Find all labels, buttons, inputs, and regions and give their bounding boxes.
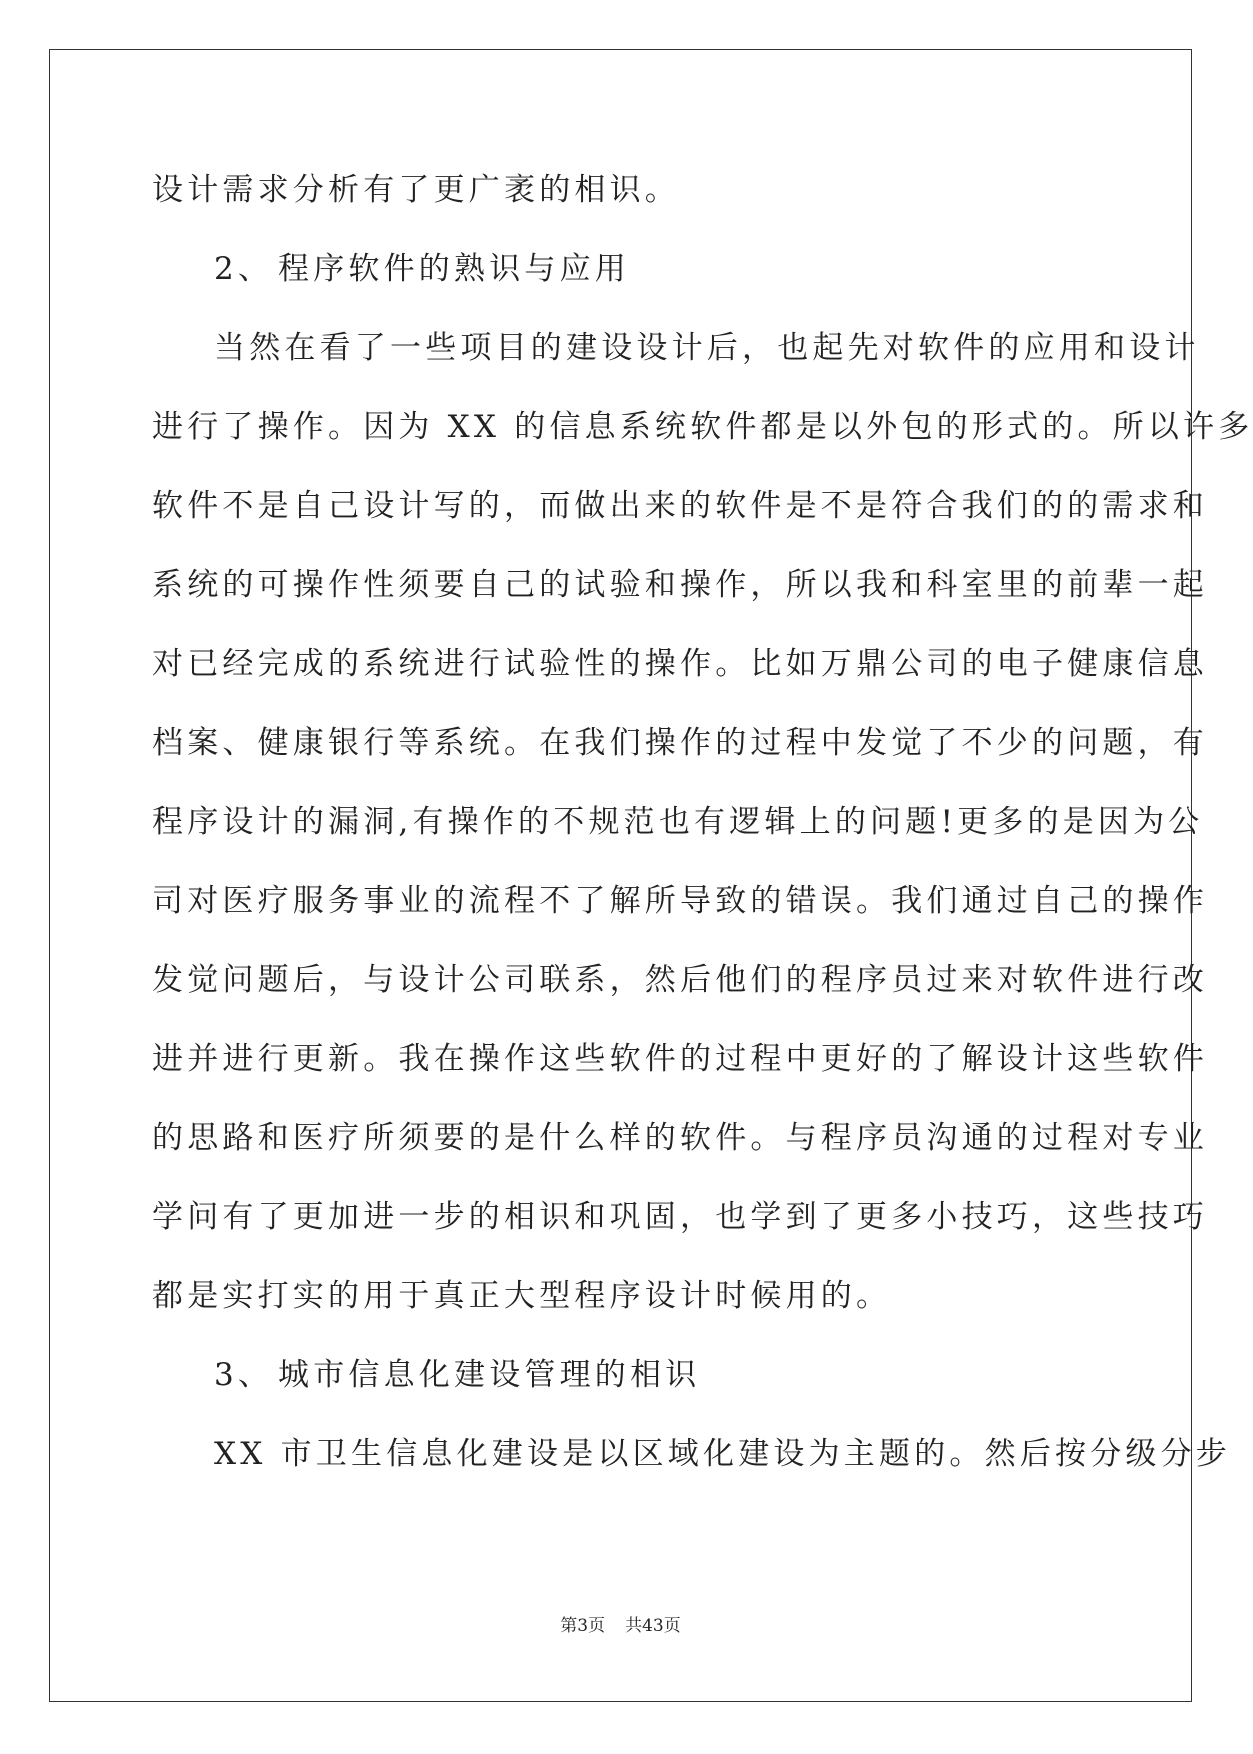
- page-footer: [0, 1611, 1241, 1636]
- paragraph-line: 当然在看了一些项目的建设设计后，也起先对软件的应用和设计: [214, 330, 1200, 366]
- page-number: 第3页: [560, 1616, 606, 1636]
- paragraph-line: 程序设计的漏洞,有操作的不规范也有逻辑上的问题!更多的是因为公: [152, 804, 1204, 840]
- heading-number: 2、: [214, 251, 274, 287]
- paragraph-line: 对已经完成的系统进行试验性的操作。比如万鼎公司的电子健康信息: [152, 646, 1208, 682]
- heading-text: 城市信息化建设管理的相识: [278, 1357, 701, 1393]
- paragraph-line: 发觉问题后，与设计公司联系，然后他们的程序员过来对软件进行改: [152, 962, 1208, 998]
- paragraph-line: 司对医疗服务事业的流程不了解所导致的错误。我们通过自己的操作: [152, 883, 1208, 919]
- heading-number: 3、: [214, 1357, 274, 1393]
- page-total: 共43页: [625, 1616, 681, 1636]
- paragraph-line: 进行了操作。因为 XX 的信息系统软件都是以外包的形式的。所以许多: [152, 409, 1253, 445]
- paragraph-line: 学问有了更加进一步的相识和巩固，也学到了更多小技巧，这些技巧: [152, 1199, 1208, 1235]
- paragraph-line: 软件不是自己设计写的，而做出来的软件是不是符合我们的的需求和: [152, 488, 1208, 524]
- paragraph-line: 的思路和医疗所须要的是什么样的软件。与程序员沟通的过程对专业: [152, 1120, 1208, 1156]
- paragraph-line: 都是实打实的用于真正大型程序设计时候用的。: [152, 1278, 892, 1314]
- paragraph-line: XX 市卫生信息化建设是以区域化建设为主题的。然后按分级分步: [214, 1436, 1231, 1472]
- section-heading-3: [152, 1345, 1092, 1424]
- document-body: [152, 160, 1253, 1503]
- paragraph-line: 系统的可操作性须要自己的试验和操作，所以我和科室里的前辈一起: [152, 567, 1208, 603]
- paragraph-line: 档案、健康银行等系统。在我们操作的过程中发觉了不少的问题，有: [152, 725, 1208, 761]
- section-heading-2: [152, 239, 1092, 318]
- paragraph-line: 进并进行更新。我在操作这些软件的过程中更好的了解设计这些软件: [152, 1041, 1208, 1077]
- heading-text: 程序软件的熟识与应用: [278, 251, 630, 287]
- paragraph-line: 设计需求分析有了更广袤的相识。: [152, 172, 680, 208]
